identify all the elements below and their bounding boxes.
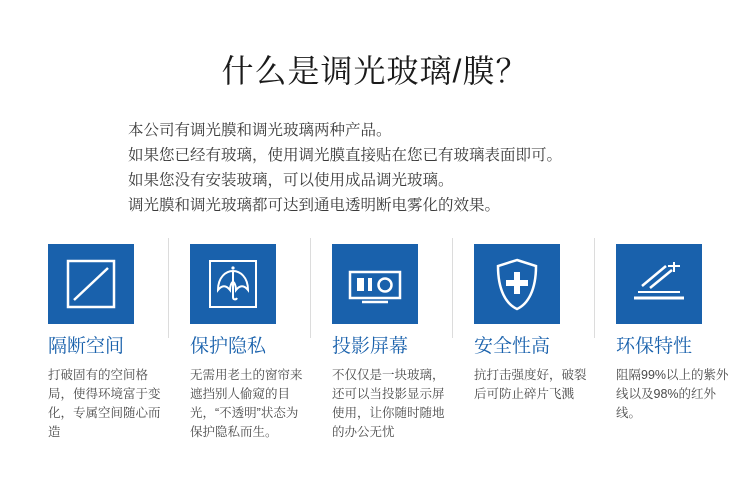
intro-line: 如果您没有安装玻璃，可以使用成品调光玻璃。 xyxy=(128,172,454,189)
intro-line: 本公司有调光膜和调光玻璃两种产品。 xyxy=(128,122,392,139)
feature-desc: 打破固有的空间格局，使得环境富于变化，专属空间随心而造 xyxy=(48,368,161,439)
intro-list xyxy=(0,118,750,218)
feature-item-privacy xyxy=(190,244,315,442)
feature-title: 投影屏幕 xyxy=(332,336,409,357)
page-title: 什么是调光玻璃/膜？ xyxy=(221,53,529,89)
feature-desc: 抗打击强度好，破裂后可防止碎片飞溅 xyxy=(474,368,587,401)
column-divider xyxy=(310,238,311,338)
feature-desc: 不仅仅是一块玻璃，还可以当投影显示屏使用，让你随时随地的办公无忧 xyxy=(332,368,445,439)
partition-window-icon xyxy=(48,244,134,324)
feature-item-eco xyxy=(616,244,741,442)
feature-item-safety xyxy=(474,244,599,442)
intro-line: 调光膜和调光玻璃都可达到通电透明断电雾化的效果。 xyxy=(128,197,501,214)
projector-screen-icon xyxy=(332,244,418,324)
feature-title: 安全性高 xyxy=(474,336,551,357)
umbrella-icon xyxy=(190,244,276,324)
intro-line: 如果您已经有玻璃，使用调光膜直接贴在您已有玻璃表面即可。 xyxy=(128,147,563,164)
feature-list xyxy=(0,218,750,442)
safety-shield-icon xyxy=(474,244,560,324)
column-divider xyxy=(452,238,453,338)
feature-title: 环保特性 xyxy=(616,336,693,357)
feature-desc: 阻隔99%以上的紫外线以及98%的红外线。 xyxy=(616,368,729,420)
feature-desc: 无需用老土的窗帘来遮挡别人偷窥的目光，“不透明”状态为保护隐私而生。 xyxy=(190,368,303,439)
feature-title: 保护隐私 xyxy=(190,336,267,357)
feature-item-projection xyxy=(332,244,457,442)
feature-item-partition xyxy=(48,244,173,442)
uv-block-icon xyxy=(616,244,702,324)
column-divider xyxy=(594,238,595,338)
column-divider xyxy=(168,238,169,338)
feature-title: 隔断空间 xyxy=(48,336,125,357)
